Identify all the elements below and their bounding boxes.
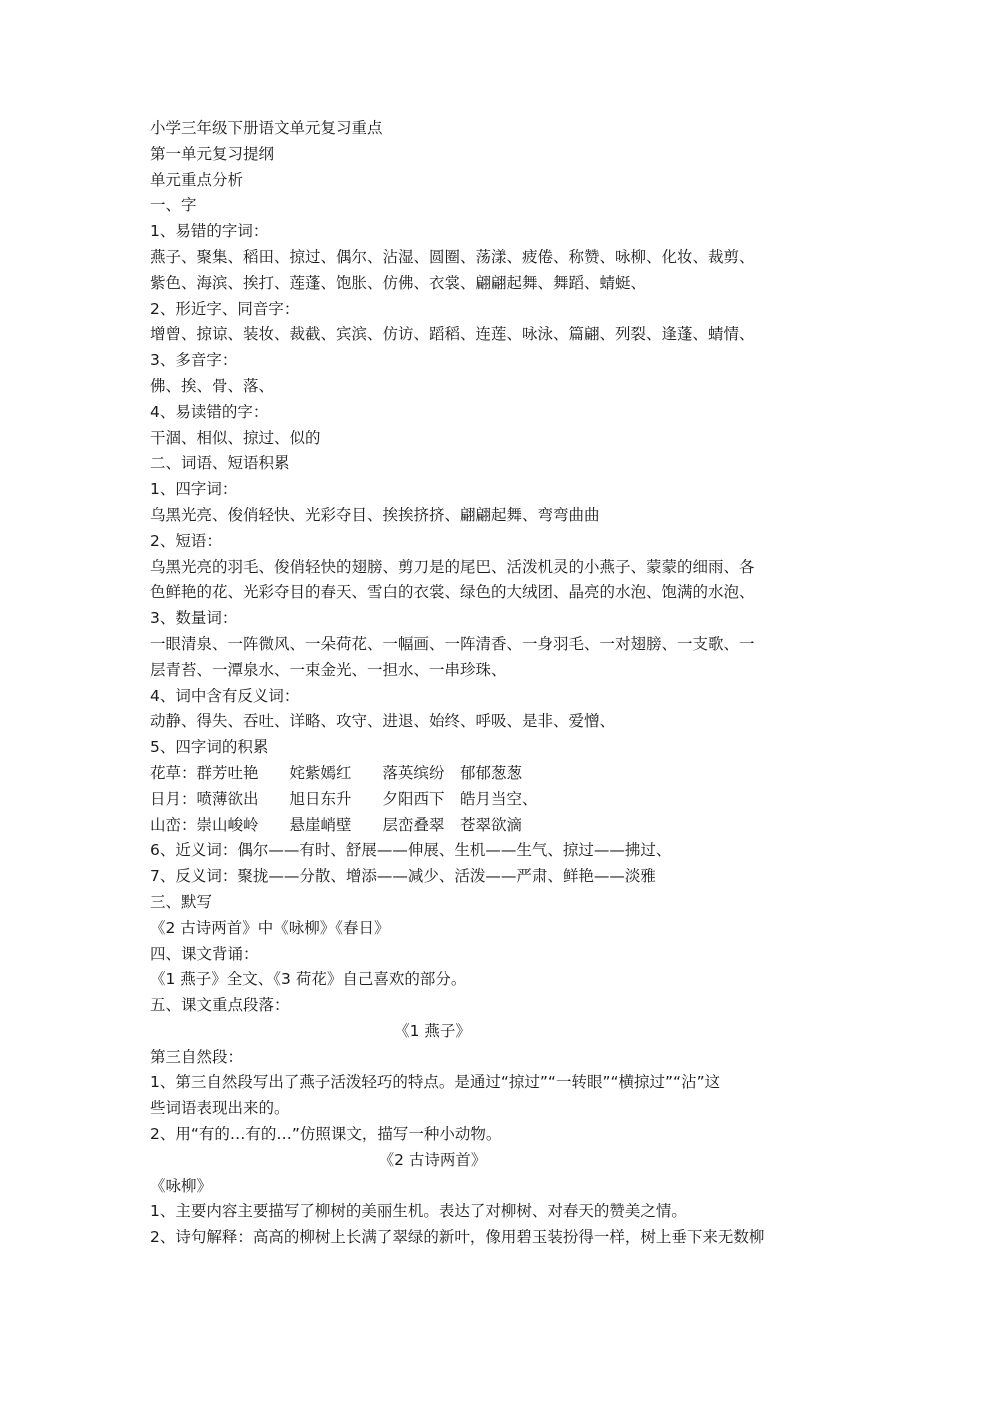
text-line: 1、易错的字词： (150, 222, 269, 241)
text-line: 《1 燕子》全文、《3 荷花》自己喜欢的部分。 (150, 970, 467, 989)
text-line: 1、第三自然段写出了燕子活泼轻巧的特点。是通过“掠过”“一转眼”“横掠过”“沾”这 (150, 1073, 721, 1092)
text-line: 燕子、聚集、稻田、掠过、偶尔、沾湿、圆圈、荡漾、疲倦、称赞、咏柳、化妆、裁剪、 (150, 247, 755, 266)
text-line: 2、形近字、同音字： (150, 299, 300, 318)
section-heading: 《2 古诗两首》 (378, 1150, 487, 1169)
text-line: 2、诗句解释：高高的柳树上长满了翠绿的新叶，像用碧玉装扮得一样，树上垂下来无数柳 (150, 1228, 765, 1247)
text-line: 山峦：崇山峻岭 悬崖峭壁 层峦叠翠 苍翠欲滴 (150, 815, 523, 834)
text-line: 4、易读错的字： (150, 402, 269, 421)
text-line: 层青苔、一潭泉水、一束金光、一担水、一串珍珠、 (150, 660, 507, 679)
text-line: 日月：喷薄欲出 旭日东升 夕阳西下 皓月当空、 (150, 789, 538, 808)
text-line: 色鲜艳的花、光彩夺目的春天、雪白的衣裳、绿色的大绒团、晶亮的水泡、饱满的水泡、 (150, 583, 755, 602)
text-line: 3、数量词： (150, 609, 238, 628)
text-line: 6、近义词：偶尔——有时、舒展——伸展、生机——生气、掠过——拂过、 (150, 841, 672, 860)
text-line: 动静、得失、吞吐、详略、攻守、进退、始终、呼吸、是非、爱憎、 (150, 712, 616, 731)
text-line: 第三自然段： (150, 1047, 244, 1066)
text-line: 单元重点分析 (150, 170, 244, 189)
text-line: 一眼清泉、一阵微风、一朵荷花、一幅画、一阵清香、一身羽毛、一对翅膀、一支歌、一 (150, 634, 755, 653)
text-line: 乌黑光亮的羽毛、俊俏轻快的翅膀、剪刀是的尾巴、活泼机灵的小燕子、蒙蒙的细雨、各 (150, 557, 755, 576)
text-line: 增曾、掠谅、装妆、裁截、宾滨、仿访、蹈稻、连莲、咏泳、篇翩、列裂、逢蓬、蜻情、 (150, 325, 755, 344)
document-body (150, 116, 850, 1251)
text-line: 二、词语、短语积累 (150, 454, 290, 473)
text-line: 3、多音字： (150, 351, 238, 370)
text-line: 第一单元复习提纲 (150, 144, 275, 163)
text-line: 些词语表现出来的。 (150, 1099, 290, 1118)
text-line: 2、短语： (150, 531, 222, 550)
text-line: 《咏柳》 (150, 1176, 213, 1195)
text-line: 7、反义词：聚拢——分散、增添——减少、活泼——严肃、鲜艳——淡雅 (150, 867, 656, 886)
text-line: 五、课文重点段落： (150, 996, 290, 1015)
text-line: 干涸、相似、掠过、似的 (150, 428, 321, 447)
text-line: 2、用“有的…有的…”仿照课文，描写一种小动物。 (150, 1125, 502, 1144)
text-line: 小学三年级下册语文单元复习重点 (150, 119, 383, 137)
text-line: 4、词中含有反义词： (150, 686, 300, 705)
text-line: 《2 古诗两首》中《咏柳》《春日》 (150, 918, 390, 937)
text-line: 一、字 (150, 196, 197, 215)
text-line: 花草：群芳吐艳 姹紫嫣红 落英缤纷 郁郁葱葱 (150, 763, 523, 782)
text-line: 佛、挨、骨、落、 (150, 376, 275, 395)
text-line: 四、课文背诵： (150, 944, 259, 963)
text-line: 1、主要内容主要描写了柳树的美丽生机。表达了对柳树、对春天的赞美之情。 (150, 1202, 687, 1221)
text-line: 乌黑光亮、俊俏轻快、光彩夺目、挨挨挤挤、翩翩起舞、弯弯曲曲 (150, 505, 600, 524)
text-line: 三、默写 (150, 892, 213, 911)
text-line: 紫色、海滨、挨打、莲蓬、饱胀、仿佛、衣裳、翩翩起舞、舞蹈、蜻蜓、 (150, 273, 647, 292)
section-heading: 《1 燕子》 (394, 1021, 471, 1040)
text-line: 5、四字词的积累 (150, 738, 269, 757)
text-line: 1、四字词： (150, 480, 238, 499)
